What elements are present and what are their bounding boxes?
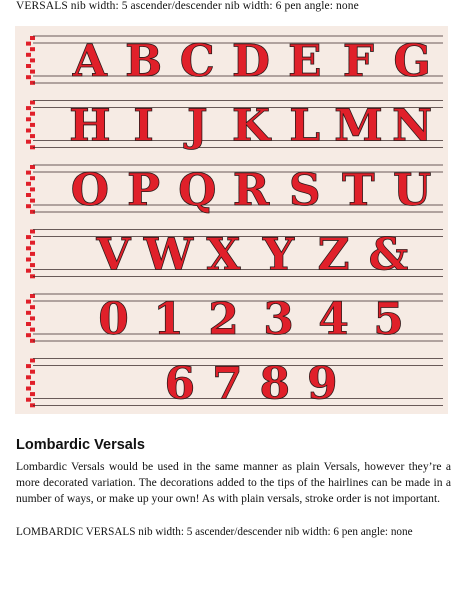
border-dot (26, 129, 31, 133)
plate-row-5 (26, 294, 443, 345)
border-dot (30, 263, 35, 267)
border-dot (30, 123, 35, 127)
border-dot (26, 171, 31, 175)
plate-glyph: B (124, 36, 163, 87)
plate-row-6 (26, 359, 443, 410)
top-caption: VERSALS nib width: 5 ascender/descender nib width: 6 pen angle: none (16, 0, 359, 12)
border-dot (30, 316, 35, 320)
plate-glyph: 5 (373, 294, 404, 345)
alphabet-plate-drawing (15, 26, 448, 414)
plate-glyph: A (72, 36, 107, 87)
plate-row-1 (26, 36, 443, 87)
border-dot (30, 199, 35, 203)
plate-glyph: 7 (211, 358, 243, 410)
border-dot (30, 241, 35, 245)
section-paragraph: Lombardic Versals would be used in the same manner as plain Versals, however they’re a more decorated variation. The decorations added to the tips of the hairlines can be made in a number of ways, or make up your own! As with plain versals, stroke order is not important. (16, 460, 451, 506)
border-dot (26, 375, 31, 379)
plate-glyph: F (342, 36, 375, 87)
plate-glyph: I (133, 100, 154, 152)
border-dot (30, 36, 35, 40)
plate-glyph: W (143, 229, 194, 281)
plate-glyph: X (206, 229, 241, 281)
plate-glyph: 1 (153, 294, 184, 345)
plate-glyph: O (70, 165, 110, 216)
border-dot (26, 258, 31, 262)
border-dot (26, 117, 31, 121)
border-dot (26, 235, 31, 239)
plate-glyph: 8 (259, 358, 291, 410)
plate-glyph: S (288, 165, 321, 216)
border-dot (30, 392, 35, 396)
plate-glyph: 9 (306, 358, 338, 410)
alphabet-plate (15, 26, 448, 414)
border-dot (26, 398, 31, 402)
plate-row-4 (26, 230, 443, 281)
border-dot (26, 300, 31, 304)
border-dot (30, 359, 35, 363)
plate-glyph: 0 (98, 294, 129, 345)
border-dot (30, 101, 35, 105)
plate-glyph: 4 (318, 294, 349, 345)
border-dot (26, 53, 31, 57)
border-dot (26, 333, 31, 337)
plate-glyph: J (186, 100, 208, 152)
plate-glyph: Y (262, 229, 295, 281)
plate-glyph: R (232, 165, 270, 216)
border-dot (26, 387, 31, 391)
plate-glyph: G (393, 36, 431, 87)
border-dot (26, 106, 31, 110)
border-dot (26, 204, 31, 208)
border-dot (26, 75, 31, 79)
border-dot (30, 294, 35, 298)
plate-glyph: N (392, 100, 433, 152)
border-dot (30, 58, 35, 62)
border-dot (30, 370, 35, 374)
plate-glyph: & (368, 229, 409, 281)
border-dot (30, 112, 35, 116)
plate-glyph: H (69, 100, 111, 152)
plate-glyph: T (342, 165, 375, 216)
border-dot (30, 230, 35, 234)
border-dot (30, 165, 35, 169)
border-dot (26, 42, 31, 46)
plate-glyph: L (289, 100, 321, 152)
bottom-caption: LOMBARDIC VERSALS nib width: 5 ascender/descender nib width: 6 pen angle: none (16, 526, 413, 538)
border-dot (26, 322, 31, 326)
border-dot (26, 311, 31, 315)
plate-glyph: 3 (263, 294, 294, 345)
border-dot (30, 187, 35, 191)
plate-glyph: 6 (164, 358, 196, 410)
plate-glyph: M (334, 100, 383, 152)
plate-glyph: U (392, 165, 432, 216)
border-dot (30, 134, 35, 138)
section-heading: Lombardic Versals (16, 437, 145, 453)
plate-glyph: 2 (208, 294, 239, 345)
border-dot (30, 47, 35, 51)
plate-glyph: K (231, 100, 271, 152)
plate-glyph: C (179, 36, 215, 87)
border-dot (26, 182, 31, 186)
plate-glyph: P (127, 165, 161, 216)
border-dot (26, 64, 31, 68)
plate-row-2 (26, 101, 443, 152)
border-dot (30, 252, 35, 256)
border-dot (30, 70, 35, 74)
border-dot (30, 381, 35, 385)
border-dot (26, 364, 31, 368)
border-dot (26, 269, 31, 273)
plate-glyph: Q (178, 165, 217, 216)
plate-glyph: Z (317, 229, 350, 281)
border-dot (30, 176, 35, 180)
border-dot (30, 328, 35, 332)
plate-glyph: V (96, 229, 131, 281)
plate-glyph: D (231, 36, 271, 87)
border-dot (26, 246, 31, 250)
border-dot (26, 193, 31, 197)
plate-row-3 (26, 165, 443, 216)
border-dot (30, 305, 35, 309)
plate-glyph: E (287, 36, 322, 87)
border-dot (26, 140, 31, 144)
